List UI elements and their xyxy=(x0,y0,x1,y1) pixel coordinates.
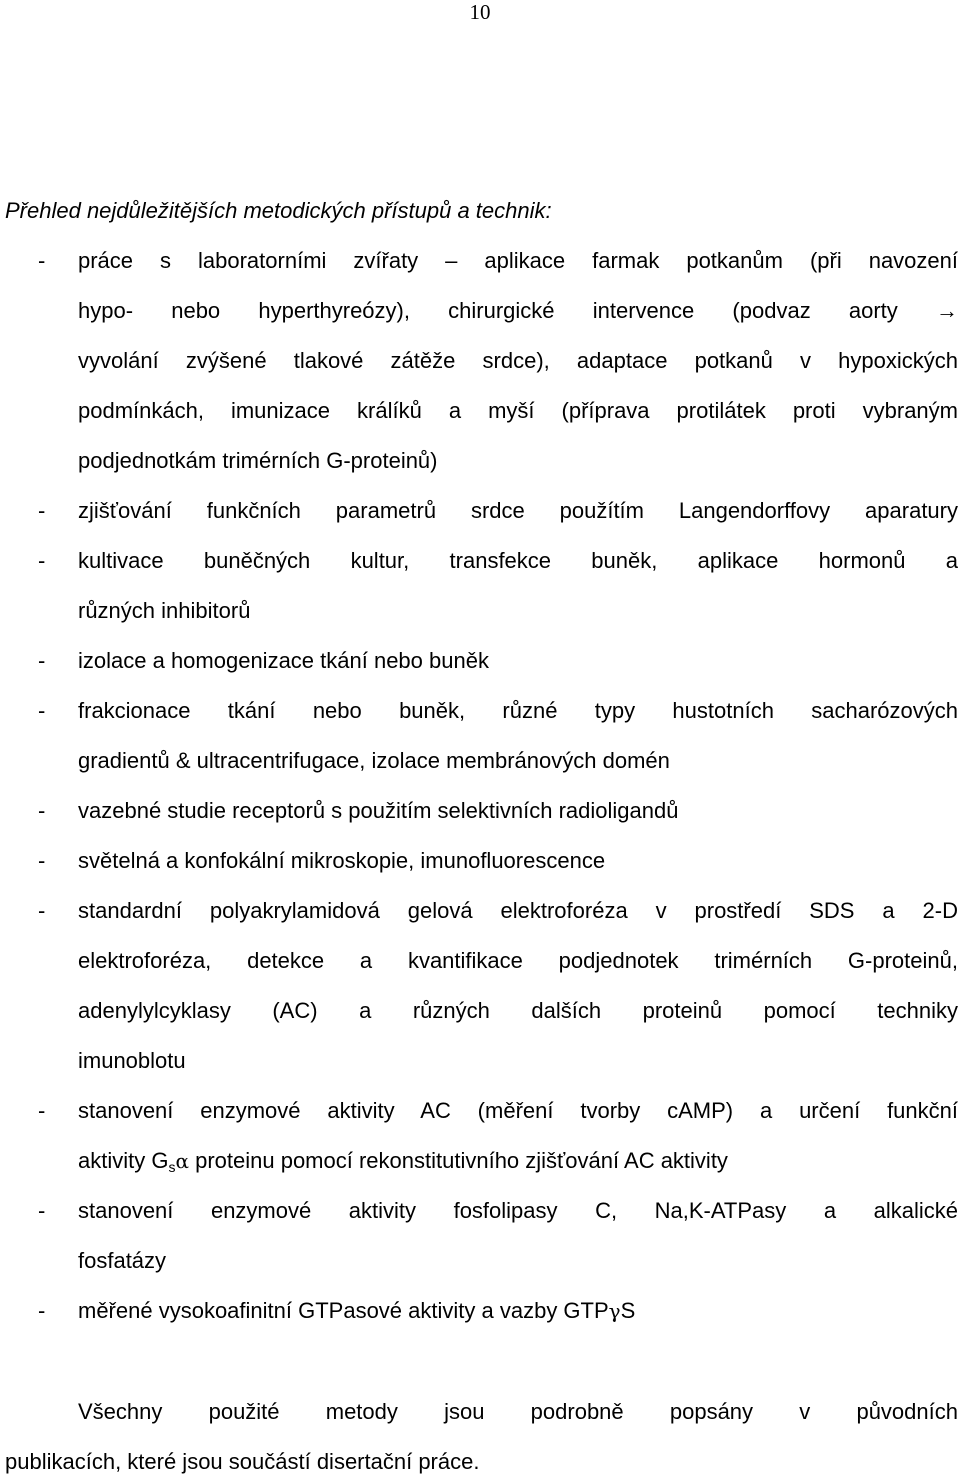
list-bullet: - xyxy=(38,648,46,673)
list-item-line: vyvolání zvýšené tlakové zátěže srdce), adaptace potkanů v hypoxických xyxy=(78,348,958,373)
list-item-line: imunoblotu xyxy=(78,1048,186,1073)
list-item-line: podmínkách, imunizace králíků a myší (příprava protilátek proti vybraným xyxy=(78,398,958,423)
list-bullet: - xyxy=(38,698,46,723)
list-item-line: zjišťování funkčních parametrů srdce použítím Langendorffovy aparatury xyxy=(78,498,958,523)
list-item-line: frakcionace tkání nebo buněk, různé typy hustotních sacharózových xyxy=(78,698,958,723)
list-bullet: - xyxy=(38,1298,46,1323)
list-bullet: - xyxy=(38,1098,46,1123)
list-bullet: - xyxy=(38,498,46,523)
list-item-line: elektroforéza, detekce a kvantifikace podjednotek trimérních G-proteinů, xyxy=(78,948,958,973)
list-item-line xyxy=(78,1146,958,1182)
list-item-line: standardní polyakrylamidová gelová elektroforéza v prostředí SDS a 2-D xyxy=(78,898,958,923)
list-item-line: podjednotkám trimérních G-proteinů) xyxy=(78,448,438,473)
list-item-line: fosfatázy xyxy=(78,1248,167,1273)
closing-paragraph-line: publikacích, které jsou součástí disertační práce. xyxy=(5,1449,480,1474)
list-item-line: adenylylcyklasy (AC) a různých dalších proteinů pomocí techniky xyxy=(78,998,958,1023)
list-item-line: světelná a konfokální mikroskopie, imunofluorescence xyxy=(78,848,606,873)
list-bullet: - xyxy=(38,248,46,273)
list-item-line: práce s laboratorními zvířaty – aplikace farmak potkanům (při navození xyxy=(78,248,958,273)
line-text: aktivity G xyxy=(78,1148,169,1173)
section-heading: Přehled nejdůležitějších metodických přístupů a technik: xyxy=(5,198,552,223)
list-item-line: gradientů & ultracentrifugace, izolace membránových domén xyxy=(78,748,670,773)
line-text: S xyxy=(620,1298,636,1323)
list-item-line: izolace a homogenizace tkání nebo buněk xyxy=(78,648,489,673)
list-item-line xyxy=(78,1296,958,1326)
subscript-s: s xyxy=(168,1159,176,1175)
list-bullet: - xyxy=(38,548,46,573)
list-bullet: - xyxy=(38,848,46,873)
line-text: měřené vysokoafinitní GTPasové aktivity a vazby GTP xyxy=(78,1298,609,1323)
list-item-line: stanovení enzymové aktivity AC (měření tvorby cAMP) a určení funkční xyxy=(78,1098,958,1123)
list-item-line: kultivace buněčných kultur, transfekce buněk, aplikace hormonů a xyxy=(78,548,958,573)
page-number: 10 xyxy=(469,0,491,24)
list-bullet: - xyxy=(38,898,46,923)
line-text: proteinu pomocí rekonstitutivního zjišťování AC aktivity xyxy=(188,1148,728,1173)
list-item-line: různých inhibitorů xyxy=(78,598,251,623)
list-item-line: vazebné studie receptorů s použitím selektivních radioligandů xyxy=(78,798,679,823)
list-bullet: - xyxy=(38,798,46,823)
list-item-line: stanovení enzymové aktivity fosfolipasy C, Na,K-ATPasy a alkalické xyxy=(78,1198,958,1223)
list-bullet: - xyxy=(38,1198,46,1223)
closing-paragraph-line: Všechny použité metody jsou podrobně popsány v původních xyxy=(78,1399,958,1424)
greek-alpha: α xyxy=(175,1149,189,1173)
list-item-line: hypo- nebo hyperthyreózy), chirurgické intervence (podvaz aorty → xyxy=(78,298,958,323)
greek-gamma: γ xyxy=(608,1299,621,1323)
